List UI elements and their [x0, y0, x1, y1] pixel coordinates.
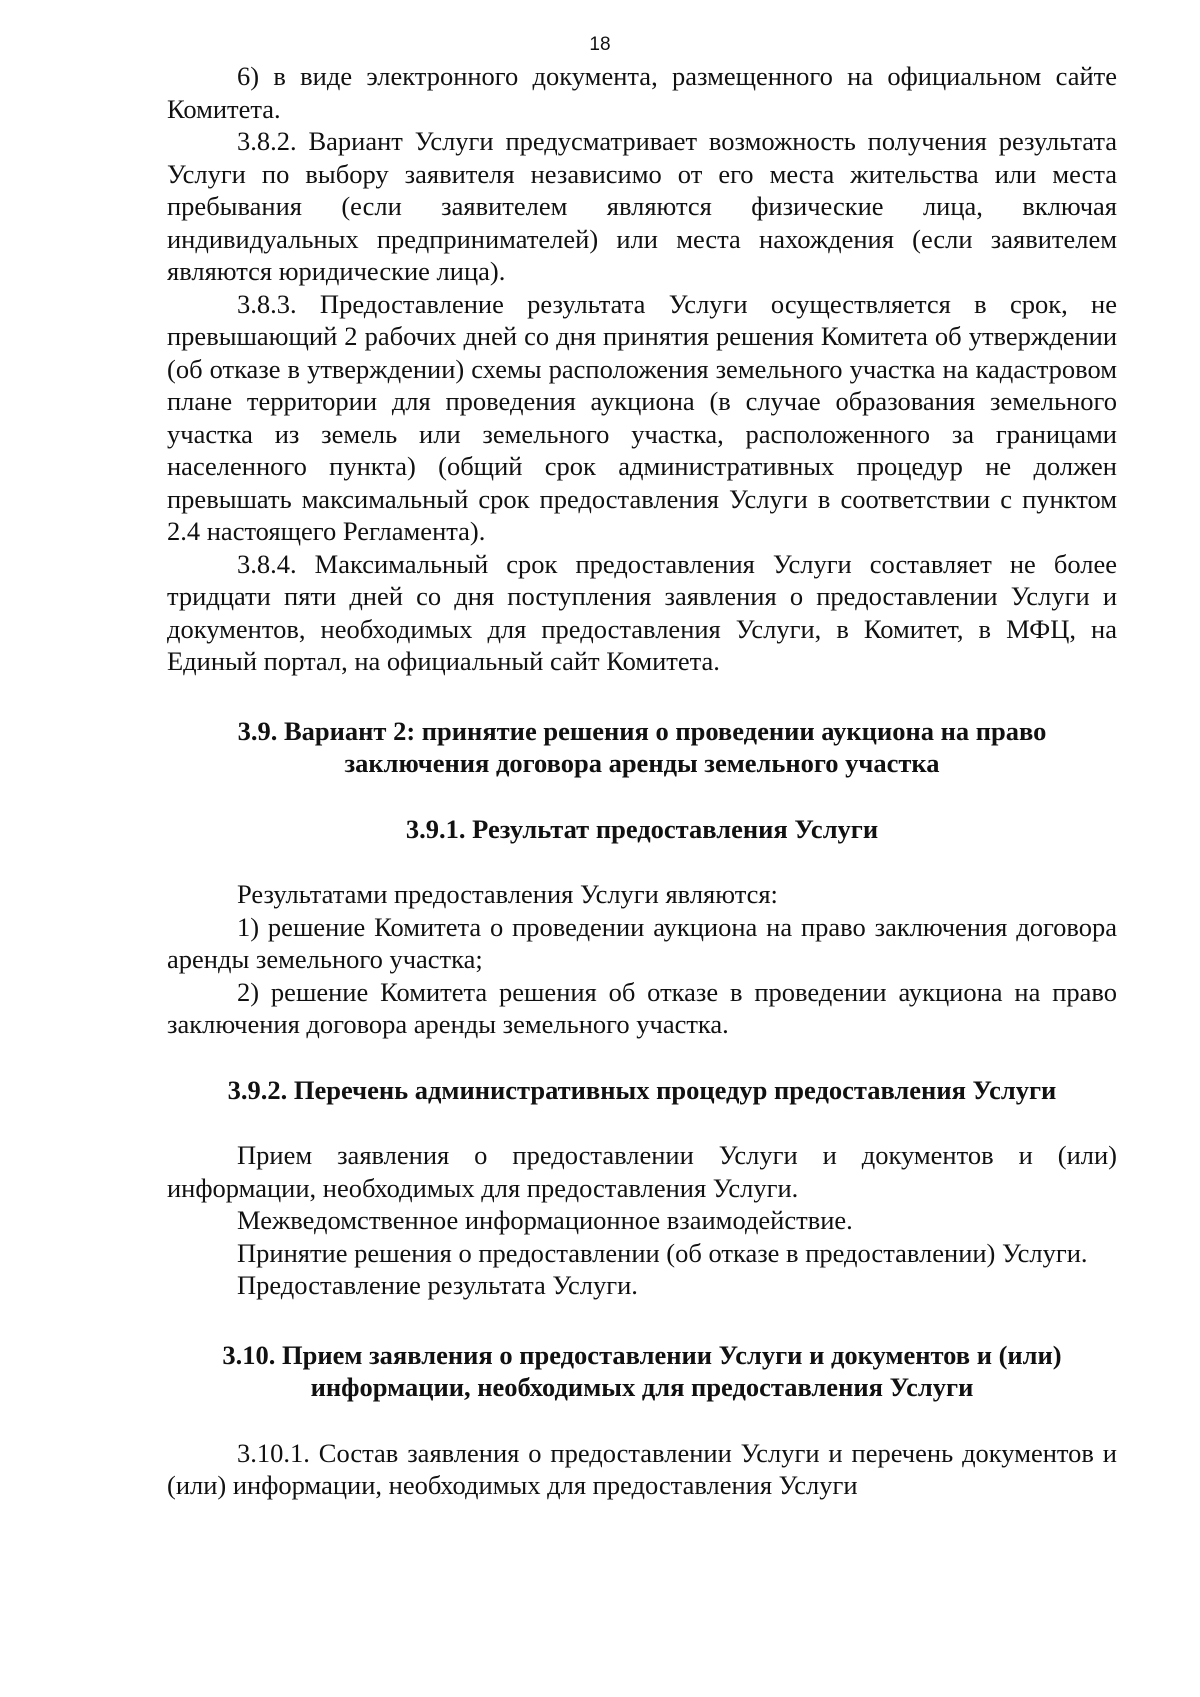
spacer [167, 1302, 1117, 1339]
paragraph-result-1: 1) решение Комитета о проведении аукциона на право заключения договора аренды земельного участка; [167, 911, 1117, 974]
paragraph-procedure-1: Прием заявления о предоставлении Услуги и документов и (или) информации, необходимых для предоставления Услуги. [167, 1140, 1117, 1203]
spacer [167, 678, 1117, 715]
spacer [167, 1041, 1117, 1074]
heading-3-9-2: 3.9.2. Перечень административных процедур предоставления Услуги [227, 1074, 1057, 1105]
spacer [167, 1106, 1117, 1139]
spacer [167, 1404, 1117, 1437]
document-body [167, 60, 1117, 1502]
spacer [167, 780, 1117, 813]
paragraph-3-8-4: 3.8.4. Максимальный срок предоставления Услуги составляет не более тридцати пяти дней со дня поступления заявления о предоставлении Услуги и документов, необходимых для предоставления Услуги, в Комитет, в МФЦ, на Единый портал, на официальный сайт Комитета. [167, 548, 1117, 676]
paragraph-item-6: 6) в виде электронного документа, размещенного на официальном сайте Комитета. [167, 61, 1117, 124]
paragraph-results-intro: Результатами предоставления Услуги являются: [237, 879, 778, 909]
page-number: 18 [589, 34, 611, 55]
heading-3-10: 3.10. Прием заявления о предоставлении Услуги и документов и (или) информации, необходимых для предоставления Услуги [222, 1339, 1062, 1402]
spacer [167, 845, 1117, 878]
heading-3-9: 3.9. Вариант 2: принятие решения о проведении аукциона на право заключения договора аренды земельного участка [237, 715, 1047, 778]
paragraph-3-8-3: 3.8.3. Предоставление результата Услуги осуществляется в срок, не превышающий 2 рабочих дней со дня принятия решения Комитета об утверждении (об отказе в утверждении) схемы расположения земельного участка на кадастровом плане территории для проведения аукциона (в случае образования земельного участка из земель или земельного участка, расположенного за границами населенного пункта) (общий срок административных процедур не должен превышать максимальный срок предоставления Услуги в соответствии с пунктом 2.4 настоящего Регламента). [167, 288, 1117, 546]
heading-3-9-1: 3.9.1. Результат предоставления Услуги [405, 813, 879, 844]
paragraph-procedure-2: Межведомственное информационное взаимодействие. [237, 1205, 853, 1235]
paragraph-3-8-2: 3.8.2. Вариант Услуги предусматривает возможность получения результата Услуги по выбору заявителя независимо от его места жительства или места пребывания (если заявителем являются физические лица, включая индивидуальных предпринимателей) или места нахождения (если заявителем являются юридические лица). [167, 126, 1117, 286]
paragraph-procedure-3: Принятие решения о предоставлении (об отказе в предоставлении) Услуги. [237, 1237, 1088, 1268]
paragraph-result-2: 2) решение Комитета решения об отказе в проведении аукциона на право заключения договора аренды земельного участка. [167, 976, 1117, 1039]
paragraph-3-10-1: 3.10.1. Состав заявления о предоставлении Услуги и перечень документов и (или) информации, необходимых для предоставления Услуги [167, 1437, 1117, 1500]
paragraph-procedure-4: Предоставление результата Услуги. [237, 1270, 638, 1300]
